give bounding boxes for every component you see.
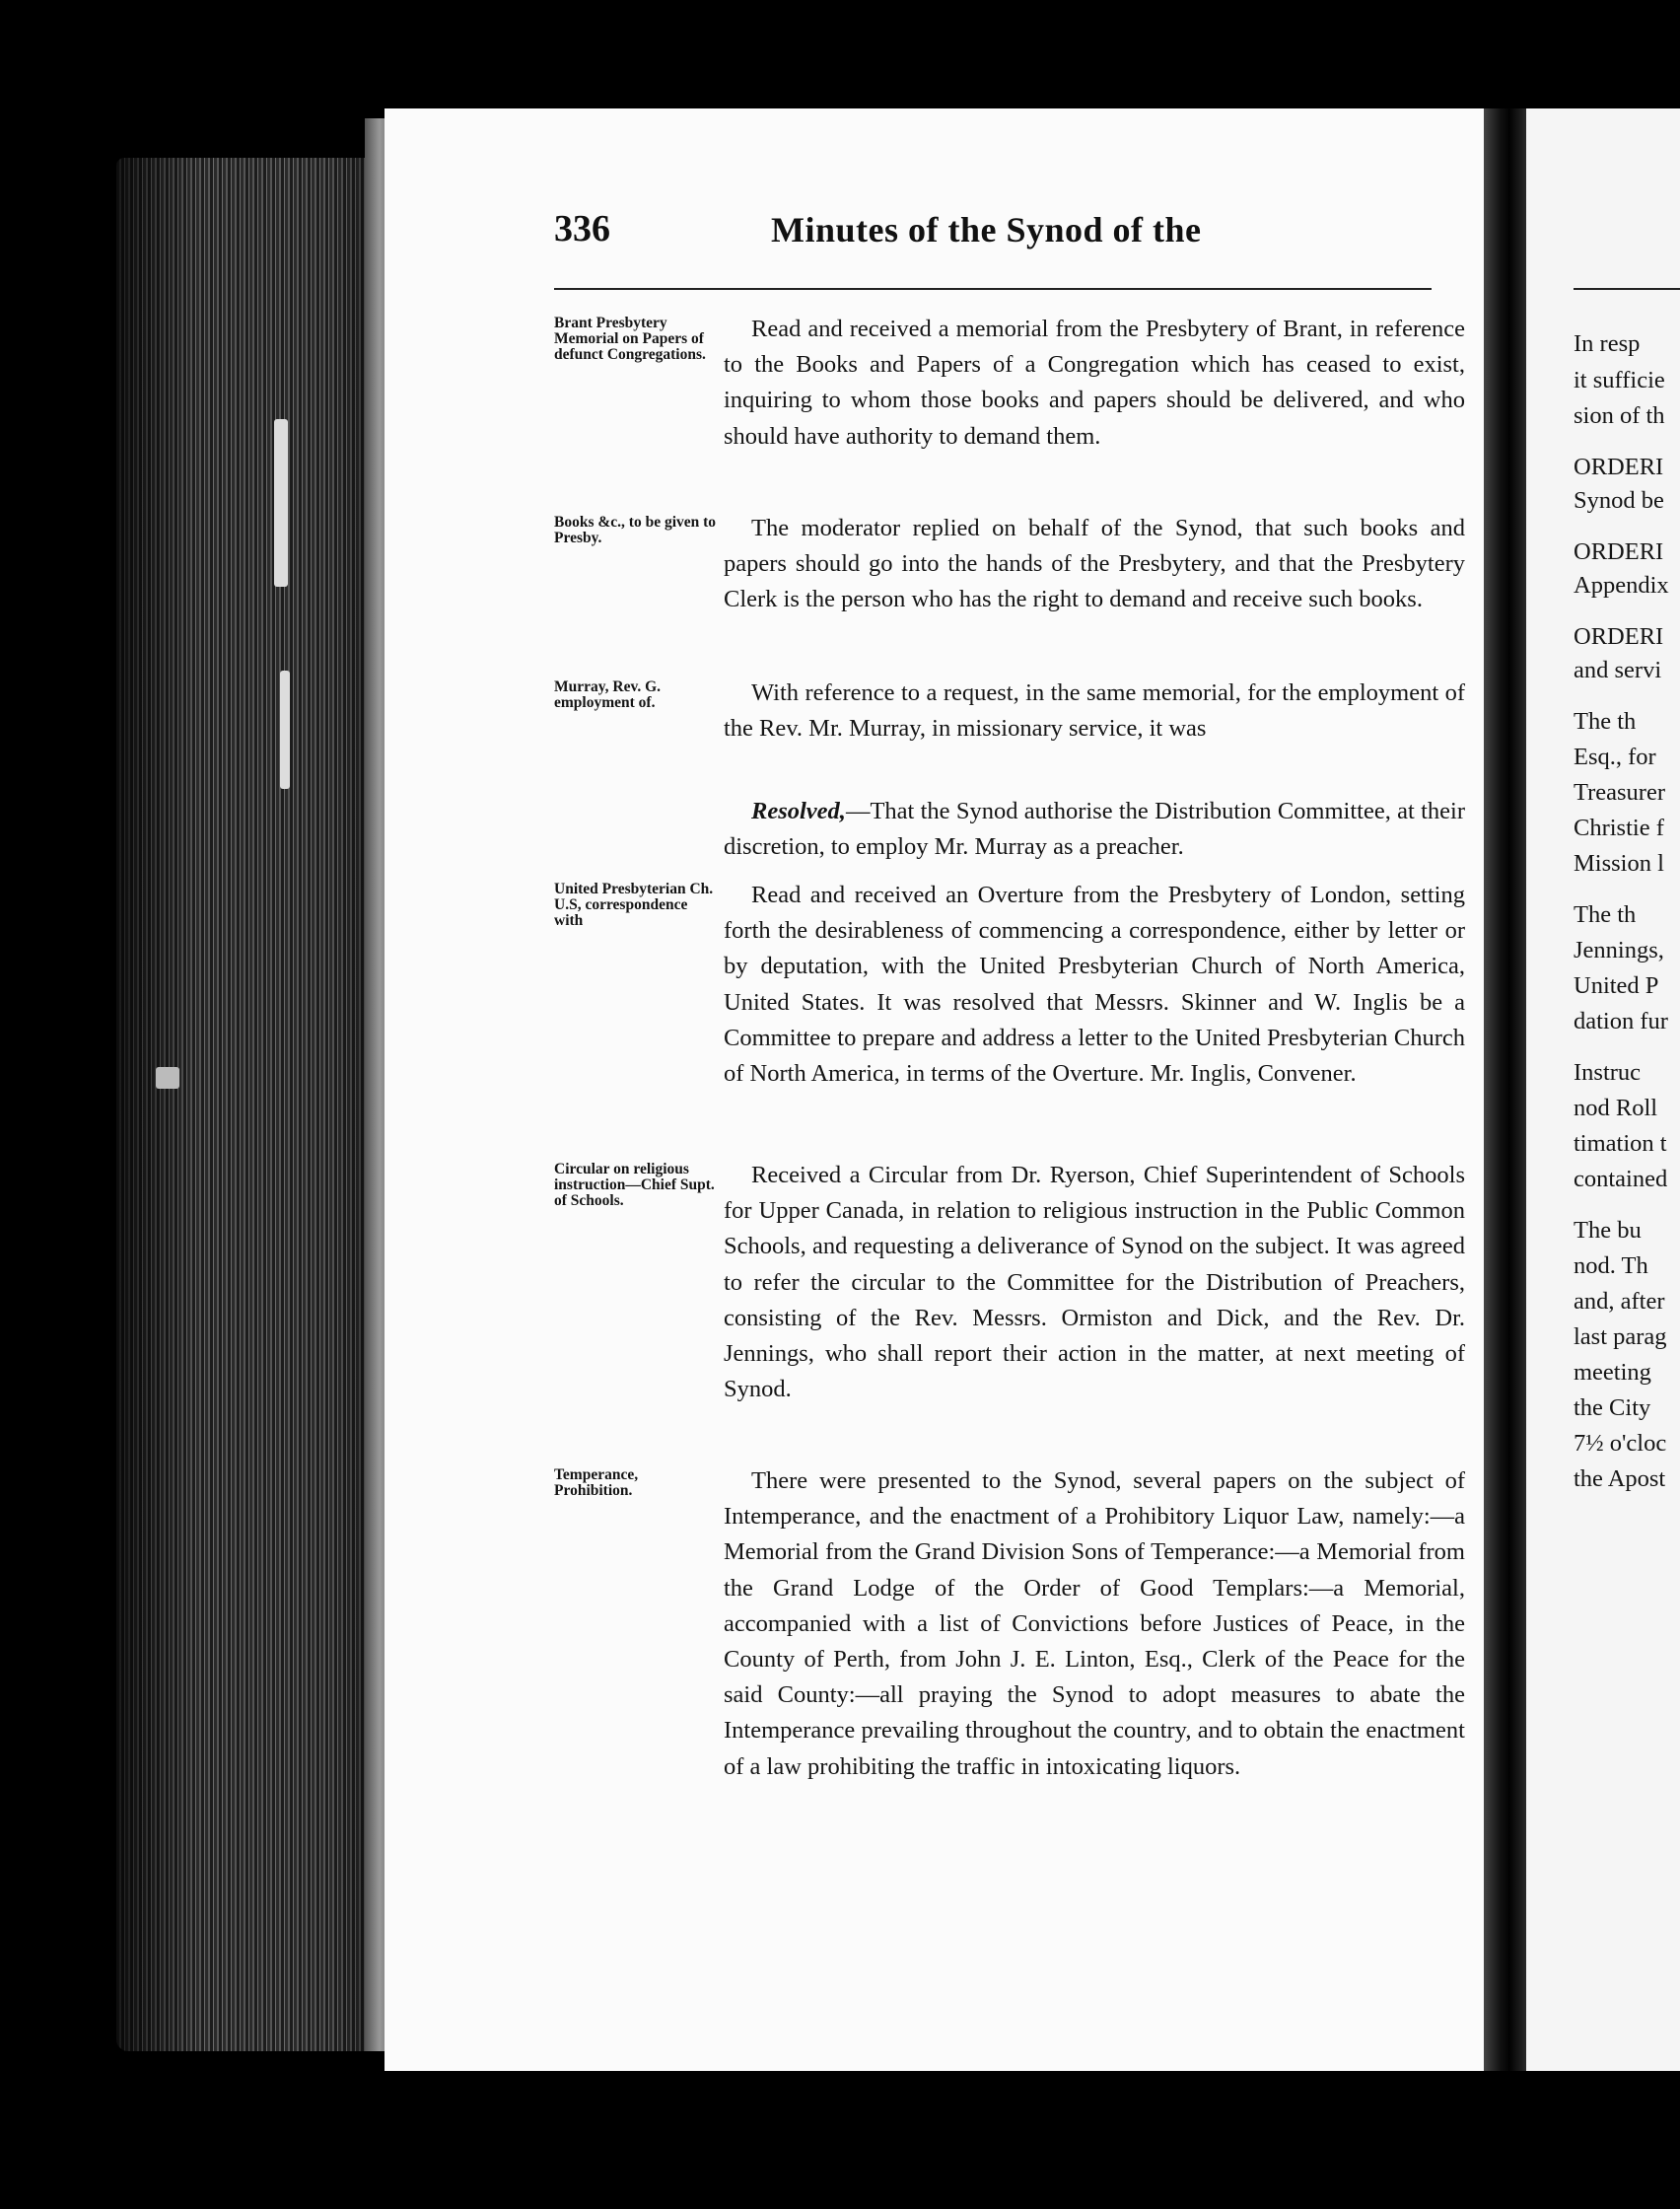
book-page — [385, 108, 1489, 2071]
margin-note: Circular on religious instruction—Chief Supt. of Schools. — [554, 1161, 715, 1209]
paper-tab — [156, 1067, 179, 1089]
margin-note: United Presbyterian Ch. U.S, correspondence with — [554, 881, 714, 929]
facing-page-line: contained — [1574, 1166, 1668, 1192]
facing-page-line: Synod be — [1574, 487, 1664, 514]
facing-page-line: and, after — [1574, 1288, 1665, 1315]
facing-page-line: ORDERI — [1574, 538, 1664, 565]
margin-note: Temperance, Prohibition. — [554, 1466, 639, 1499]
facing-page — [1526, 108, 1680, 2071]
margin-note: Murray, Rev. G. employment of. — [554, 678, 662, 711]
facing-page-line: In resp — [1574, 330, 1641, 357]
facing-page-line: Appendix — [1574, 572, 1669, 599]
facing-page-line: the City — [1574, 1394, 1651, 1421]
facing-page-line: 7½ o'cloc — [1574, 1430, 1667, 1457]
entry-text — [724, 511, 1465, 618]
facing-page-line: the Apost — [1574, 1465, 1666, 1492]
facing-page-line: ORDERI — [1574, 623, 1664, 650]
facing-page-line: meeting — [1574, 1359, 1651, 1386]
paper-scrap — [280, 671, 290, 789]
facing-page-line: sion of th — [1574, 402, 1665, 429]
resolution-text — [724, 794, 1465, 865]
facing-page-line: The bu — [1574, 1217, 1642, 1244]
entry-text-content: Read and received a memorial from the Presbytery of Brant, in reference to the Books and Papers of a Congregation which has ceased to exist, inquiring to whom those books and papers should be delivered, and who should have authority to demand them. — [724, 316, 1465, 450]
facing-page-line: Esq., for — [1574, 744, 1656, 770]
facing-page-line: Jennings, — [1574, 937, 1664, 963]
resolved-content: —That the Synod authorise the Distribution Committee, at their discretion, to employ Mr. Murray as a preacher. — [724, 798, 1465, 861]
facing-page-line: nod. Th — [1574, 1252, 1648, 1279]
entry-text — [724, 1463, 1465, 1785]
running-head — [554, 207, 1343, 266]
facing-page-line: Christie f — [1574, 815, 1664, 841]
facing-page-line: and servi — [1574, 657, 1662, 683]
facing-page-line: timation t — [1574, 1130, 1667, 1157]
facing-page-line: Treasurer — [1574, 779, 1665, 806]
entry-text-content: There were presented to the Synod, several papers on the subject of Intemperance, and the enactment of a Prohibitory Liquor Law, namely:—a Memorial from the Grand Division Sons of Temperance:—a Memorial from the Grand Lodge of the Order of Good Templars:—a Memorial, accompanied with a list of Convictions before Justices of Peace, in the County of Perth, from John J. E. Linton, Esq., Clerk of the Peace for the said County:—all praying the Synod to adopt measures to abate the Intemperance prevailing throughout the country, and to obtain the enactment of a law prohibiting the traffic in intoxicating liquors. — [724, 1467, 1465, 1780]
facing-page-line: Mission l — [1574, 850, 1664, 877]
margin-note: Brant Presbytery Memorial on Papers of defunct Congregations. — [554, 315, 706, 363]
running-title: Minutes of the Synod of the — [771, 210, 1202, 249]
entry-text — [724, 878, 1465, 1092]
edge-shadow — [116, 158, 383, 2051]
facing-page-line: United P — [1574, 972, 1659, 999]
entry-text — [724, 1158, 1465, 1407]
resolved-label: Resolved, — [751, 798, 846, 824]
entry-text-content: With reference to a request, in the same memorial, for the employment of the Rev. Mr. Murray, in missionary service, it was — [724, 679, 1465, 743]
margin-note: Books &c., to be given to Presby. — [554, 514, 717, 546]
entry-text-content: Received a Circular from Dr. Ryerson, Chief Superintendent of Schools for Upper Canada, in relation to religious instruction in the Public Common Schools, and requesting a deliverance of Synod on the subject. It was agreed to refer the circular to the Committee for the Distribution of Preachers, consisting of the Rev. Messrs. Ormiston and Dick, and the Rev. Dr. Jennings, who shall report their action in the matter, at next meeting of Synod. — [724, 1162, 1465, 1403]
facing-page-line: dation fur — [1574, 1008, 1668, 1034]
facing-page-line: it sufficie — [1574, 367, 1665, 393]
facing-page-line: nod Roll — [1574, 1095, 1658, 1121]
entry-text — [724, 676, 1465, 747]
facing-page-line: ORDERI — [1574, 454, 1664, 480]
page-number: 336 — [554, 208, 610, 249]
entry-text-content: The moderator replied on behalf of the Synod, that such books and papers should go into the hands of the Presbytery, and that the Presbytery Clerk is the person who has the right to demand and receive such books. — [724, 515, 1465, 613]
facing-page-line: The th — [1574, 708, 1637, 735]
entry-text-content: Read and received an Overture from the Presbytery of London, setting forth the desirableness of commencing a correspondence, either by letter or by deputation, with the United Presbyterian Church of North America, United States. It was resolved that Messrs. Skinner and W. Inglis be a Committee to prepare and address a letter to the United Presbyterian Church of North America, in terms of the Overture. Mr. Inglis, Convener. — [724, 882, 1465, 1088]
facing-page-line: Instruc — [1574, 1059, 1642, 1086]
facing-page-line: last parag — [1574, 1323, 1667, 1350]
book-fore-edge — [116, 158, 383, 2051]
entry-text — [724, 312, 1465, 455]
facing-header-rule — [1574, 288, 1680, 290]
facing-page-line: The th — [1574, 901, 1637, 928]
paper-scrap — [274, 419, 288, 587]
page-edge-shadow — [1484, 108, 1511, 2071]
header-rule — [554, 288, 1432, 290]
